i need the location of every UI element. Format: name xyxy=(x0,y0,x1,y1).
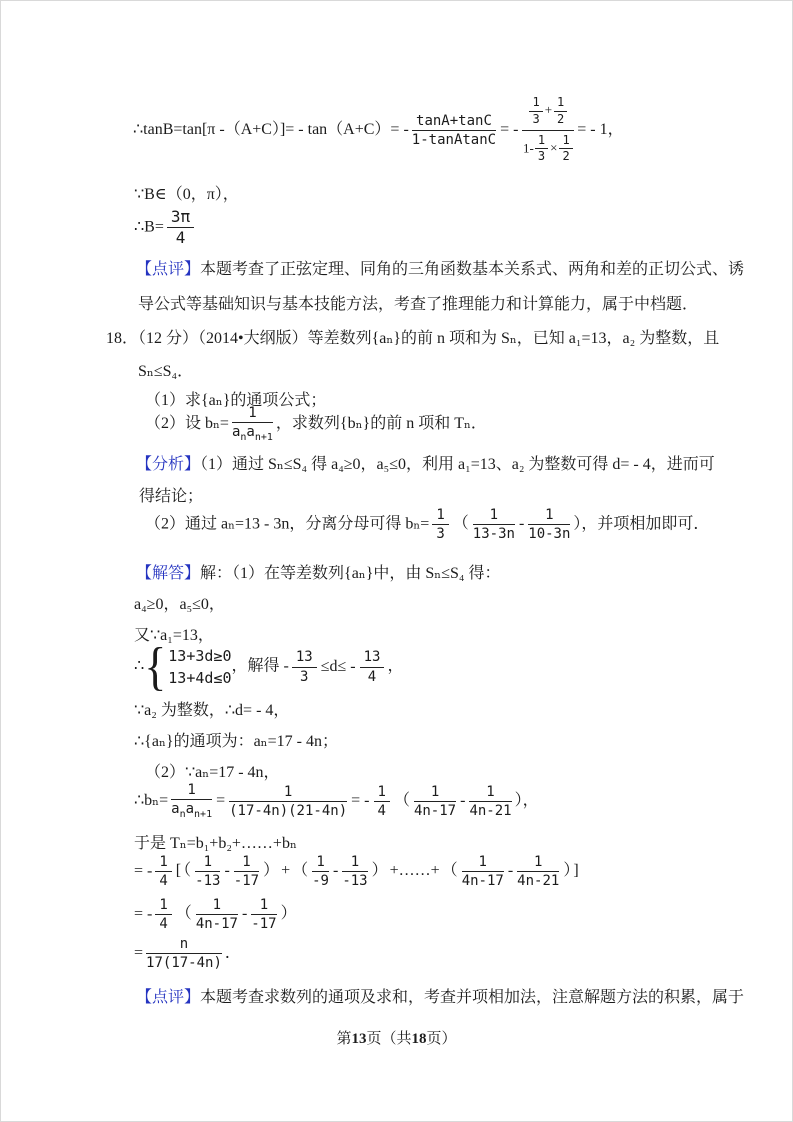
denominator: 17(17-4n) xyxy=(146,955,222,972)
solution-step: 又∵a₁=13， xyxy=(134,627,214,644)
subscript: n+1 xyxy=(254,431,273,443)
question-text-tail: ，求数列{bₙ}的前 n 项和 Tₙ． xyxy=(275,414,487,432)
denominator: 1-tanAtanC xyxy=(411,131,497,148)
telescoping-expansion-line xyxy=(134,854,580,889)
open-paren: （ xyxy=(175,905,192,923)
solution-step: （2）∵aₙ=17 - 4n， xyxy=(145,764,280,781)
denominator: (17-4n)(21-4n) xyxy=(229,802,348,819)
minus-sign: - xyxy=(332,862,339,880)
comment-p18-line xyxy=(136,986,744,1009)
variable: a xyxy=(246,424,255,441)
denominator: 4 xyxy=(159,873,168,890)
denominator xyxy=(232,423,273,443)
fraction xyxy=(517,854,559,889)
fraction xyxy=(469,784,511,819)
numerator: 1 xyxy=(554,96,567,112)
fraction xyxy=(232,405,273,443)
numerator: 1 xyxy=(469,784,511,802)
open-paren: （ xyxy=(393,791,410,809)
denominator: 4 xyxy=(175,228,186,248)
denominator: 3 xyxy=(300,668,309,685)
variable: a xyxy=(185,801,195,818)
fraction xyxy=(195,854,220,889)
comment-text: 本题考查了正弦定理、同角的三角函数基本关系式、两角和差的正切公式、诱 xyxy=(200,261,745,278)
numerator: 1 xyxy=(171,782,212,800)
inequality-text: ≤d≤ - xyxy=(320,657,356,675)
numerator: tanA+tanC xyxy=(412,113,496,131)
fraction xyxy=(342,854,367,889)
question-2 xyxy=(145,405,487,443)
fraction xyxy=(312,854,329,889)
variable: a xyxy=(171,801,180,818)
open-paren: （ xyxy=(292,862,309,880)
numerator: 1 xyxy=(342,854,367,872)
problem-18-title-cont: Sₙ≤S₄． xyxy=(138,363,194,380)
numerator: 1 xyxy=(517,854,559,872)
minus-sign: - xyxy=(460,791,466,809)
denominator: 4n-17 xyxy=(195,916,238,933)
numerator: 13 xyxy=(360,649,385,667)
denominator: 3 xyxy=(537,149,546,164)
fraction xyxy=(360,649,385,684)
footer-text: 第 xyxy=(336,1031,352,1047)
cases xyxy=(168,645,231,690)
comment-label: 【点评】 xyxy=(136,261,201,278)
equals-sign: = - xyxy=(351,791,370,809)
fraction xyxy=(462,854,504,889)
numerator: 1 xyxy=(462,854,504,872)
nested-fraction xyxy=(522,96,574,164)
comment-label: 【点评】 xyxy=(136,989,201,1006)
numerator: 1 xyxy=(155,897,171,915)
numerator: 3π xyxy=(167,208,194,228)
period: ． xyxy=(224,944,241,962)
denominator: 4n-21 xyxy=(469,802,512,819)
equals-sign: = xyxy=(134,944,144,962)
numerator: 13 xyxy=(292,649,317,667)
fraction xyxy=(167,208,194,248)
bn-formula-line xyxy=(134,782,539,820)
numerator: 1 xyxy=(196,897,238,915)
numerator: 1 xyxy=(195,854,220,872)
denominator: -13 xyxy=(195,873,221,890)
case-1: 13+3d≥0 xyxy=(168,646,232,665)
numerator: 1 xyxy=(432,507,448,525)
formula-text: ∴bₙ= xyxy=(134,791,169,809)
B-range-line: ∵B∈（0，π）， xyxy=(134,186,239,203)
solution-step: ∵a₂ 为整数，∴d= - 4， xyxy=(134,702,290,719)
denominator: 10-3n xyxy=(528,526,571,543)
solve-text: ，解得 - xyxy=(231,657,289,675)
comment-p17-line1 xyxy=(136,258,744,281)
fraction xyxy=(412,113,496,148)
numerator: 1 xyxy=(374,784,390,802)
fraction xyxy=(251,897,276,932)
left-brace: { xyxy=(144,637,167,696)
numerator: 1 xyxy=(155,854,171,872)
denominator: 3 xyxy=(436,526,445,543)
simplified-line xyxy=(134,897,298,932)
subscript: n xyxy=(179,808,186,820)
denominator: -17 xyxy=(251,916,277,933)
inequality-system-line xyxy=(134,637,404,696)
problem-18-title: 18．（12 分）（2014•大纲版）等差数列{aₙ}的前 n 项和为 Sₙ，已知 a₁=13，a₂ 为整数，且 xyxy=(106,330,720,347)
solution-step: a₄≥0，a₅≤0， xyxy=(134,596,225,613)
footer-text: 页（共 xyxy=(366,1031,412,1047)
equals-sign: = - xyxy=(134,862,153,880)
numerator: 1 xyxy=(528,507,570,525)
denominator-prefix: 1- xyxy=(523,139,534,155)
open-paren: （ xyxy=(441,862,458,880)
minus-sign: - xyxy=(241,905,248,923)
fraction xyxy=(535,134,548,165)
plus-sign: + xyxy=(544,102,553,118)
solution-step: ∴{aₙ}的通项为：aₙ=17 - 4n； xyxy=(134,733,338,750)
minus-sign: - xyxy=(224,862,230,880)
inequality-system xyxy=(144,637,232,696)
subscript: n xyxy=(240,431,247,443)
numerator: 1 xyxy=(251,897,276,915)
fraction xyxy=(229,784,347,819)
numerator: 1 xyxy=(473,507,515,525)
case-2: 13+4d≤0 xyxy=(168,669,232,687)
equals-sign: = xyxy=(216,791,226,809)
open-paren: （ xyxy=(183,862,192,880)
open-bracket: [ xyxy=(175,862,182,880)
plus-sign: + xyxy=(281,862,291,880)
fraction xyxy=(196,897,238,932)
question-text: （2）设 bₙ= xyxy=(145,414,229,432)
denominator: 4n-17 xyxy=(413,802,457,819)
open-paren: （ xyxy=(452,515,469,533)
comment-text: 本题考查求数列的通项及求和，考查并项相加法，注意解题方法的积累，属于 xyxy=(200,989,745,1006)
fraction xyxy=(432,507,448,542)
equals-sign: = - xyxy=(134,905,153,923)
denominator: 2 xyxy=(557,111,565,126)
numerator: 1 xyxy=(414,784,456,802)
close-paren: ） xyxy=(263,862,280,880)
fraction xyxy=(414,784,456,819)
footer-text: 页） xyxy=(426,1031,457,1047)
comma: ， xyxy=(387,657,404,675)
formula-tail: = - 1， xyxy=(577,120,624,138)
variable: a xyxy=(231,424,241,441)
denominator: 4 xyxy=(377,802,386,819)
numerator: 1 xyxy=(529,96,542,112)
fraction xyxy=(292,649,317,684)
denominator: 4 xyxy=(367,668,377,685)
denominator: -17 xyxy=(233,873,260,890)
denominator: 13-3n xyxy=(472,526,515,543)
total-pages: 18 xyxy=(411,1031,427,1047)
fraction xyxy=(528,507,570,542)
analysis-line3 xyxy=(145,507,709,542)
fraction xyxy=(554,96,567,127)
close-paren: ） xyxy=(280,905,297,923)
question-1: （1）求{aₙ}的通项公式； xyxy=(145,392,327,409)
denominator xyxy=(171,800,212,820)
minus-sign: - xyxy=(518,515,525,533)
fraction xyxy=(155,854,171,889)
fraction xyxy=(155,897,171,932)
numerator: 1 xyxy=(229,784,347,802)
denominator: 2 xyxy=(562,149,570,164)
close-paren: ）， xyxy=(514,791,539,809)
Tn-definition-line: 于是 Tₙ=b₁+b₂+……+bₙ xyxy=(134,835,297,852)
close-paren: ） xyxy=(563,862,572,880)
denominator xyxy=(522,131,574,165)
comment-p17-line2: 导公式等基础知识与基本技能方法，考查了推理能力和计算能力，属于中档题． xyxy=(138,296,699,313)
answer-line1 xyxy=(136,562,500,585)
close-bracket: ] xyxy=(573,862,579,880)
analysis-text: （2）通过 aₙ=13 - 3n，分离分母可得 bₙ= xyxy=(145,515,430,533)
numerator: 1 xyxy=(232,405,273,423)
times-sign: × xyxy=(550,139,558,155)
analysis-line2: 得结论； xyxy=(139,488,204,505)
fraction xyxy=(529,96,542,127)
numerator: 1 xyxy=(234,854,259,872)
numerator: n xyxy=(146,936,222,954)
formula-text: ∴tanB=tan[π -（A+C）]= - tan（A+C）= - xyxy=(133,120,409,138)
analysis-text-tail: ），并项相加即可． xyxy=(573,515,710,533)
B-value-line xyxy=(134,208,197,248)
fraction xyxy=(473,507,515,542)
fraction xyxy=(234,854,259,889)
therefore-sign: ∴ xyxy=(134,657,145,675)
numerator: 1 xyxy=(559,134,572,150)
answer-text: 解：（1）在等差数列{aₙ}中，由 Sₙ≤S₄ 得： xyxy=(200,565,501,582)
analysis-text: （1）通过 Sₙ≤S₄ 得 a₄≥0，a₅≤0，利用 a₁=13、a₂ 为整数可得 d= - 4，进而可 xyxy=(200,456,715,473)
minus-sign: - xyxy=(507,862,514,880)
numerator: 1 xyxy=(312,854,329,872)
ellipsis-plus: +……+ xyxy=(389,862,440,880)
numerator xyxy=(522,96,574,131)
formula-tanB-line xyxy=(133,96,624,164)
page-number: 13 xyxy=(351,1031,367,1047)
close-paren: ） xyxy=(371,862,388,880)
fraction xyxy=(146,936,222,971)
equals-sign: = - xyxy=(500,120,519,138)
numerator: 1 xyxy=(535,134,548,150)
denominator: -9 xyxy=(312,873,329,890)
denominator: -13 xyxy=(342,873,368,890)
formula-text: ∴B= xyxy=(134,218,164,236)
answer-label: 【解答】 xyxy=(136,565,201,582)
analysis-label: 【分析】 xyxy=(136,456,201,473)
fraction xyxy=(559,134,572,165)
denominator: 4n-17 xyxy=(461,873,504,890)
denominator: 4n-21 xyxy=(517,873,560,890)
fraction xyxy=(171,782,212,820)
result-line xyxy=(134,936,241,971)
analysis-line1 xyxy=(136,453,715,476)
fraction xyxy=(374,784,390,819)
subscript: n+1 xyxy=(194,808,213,820)
page-footer xyxy=(1,1027,792,1048)
denominator: 3 xyxy=(532,111,540,126)
denominator: 4 xyxy=(159,916,168,933)
